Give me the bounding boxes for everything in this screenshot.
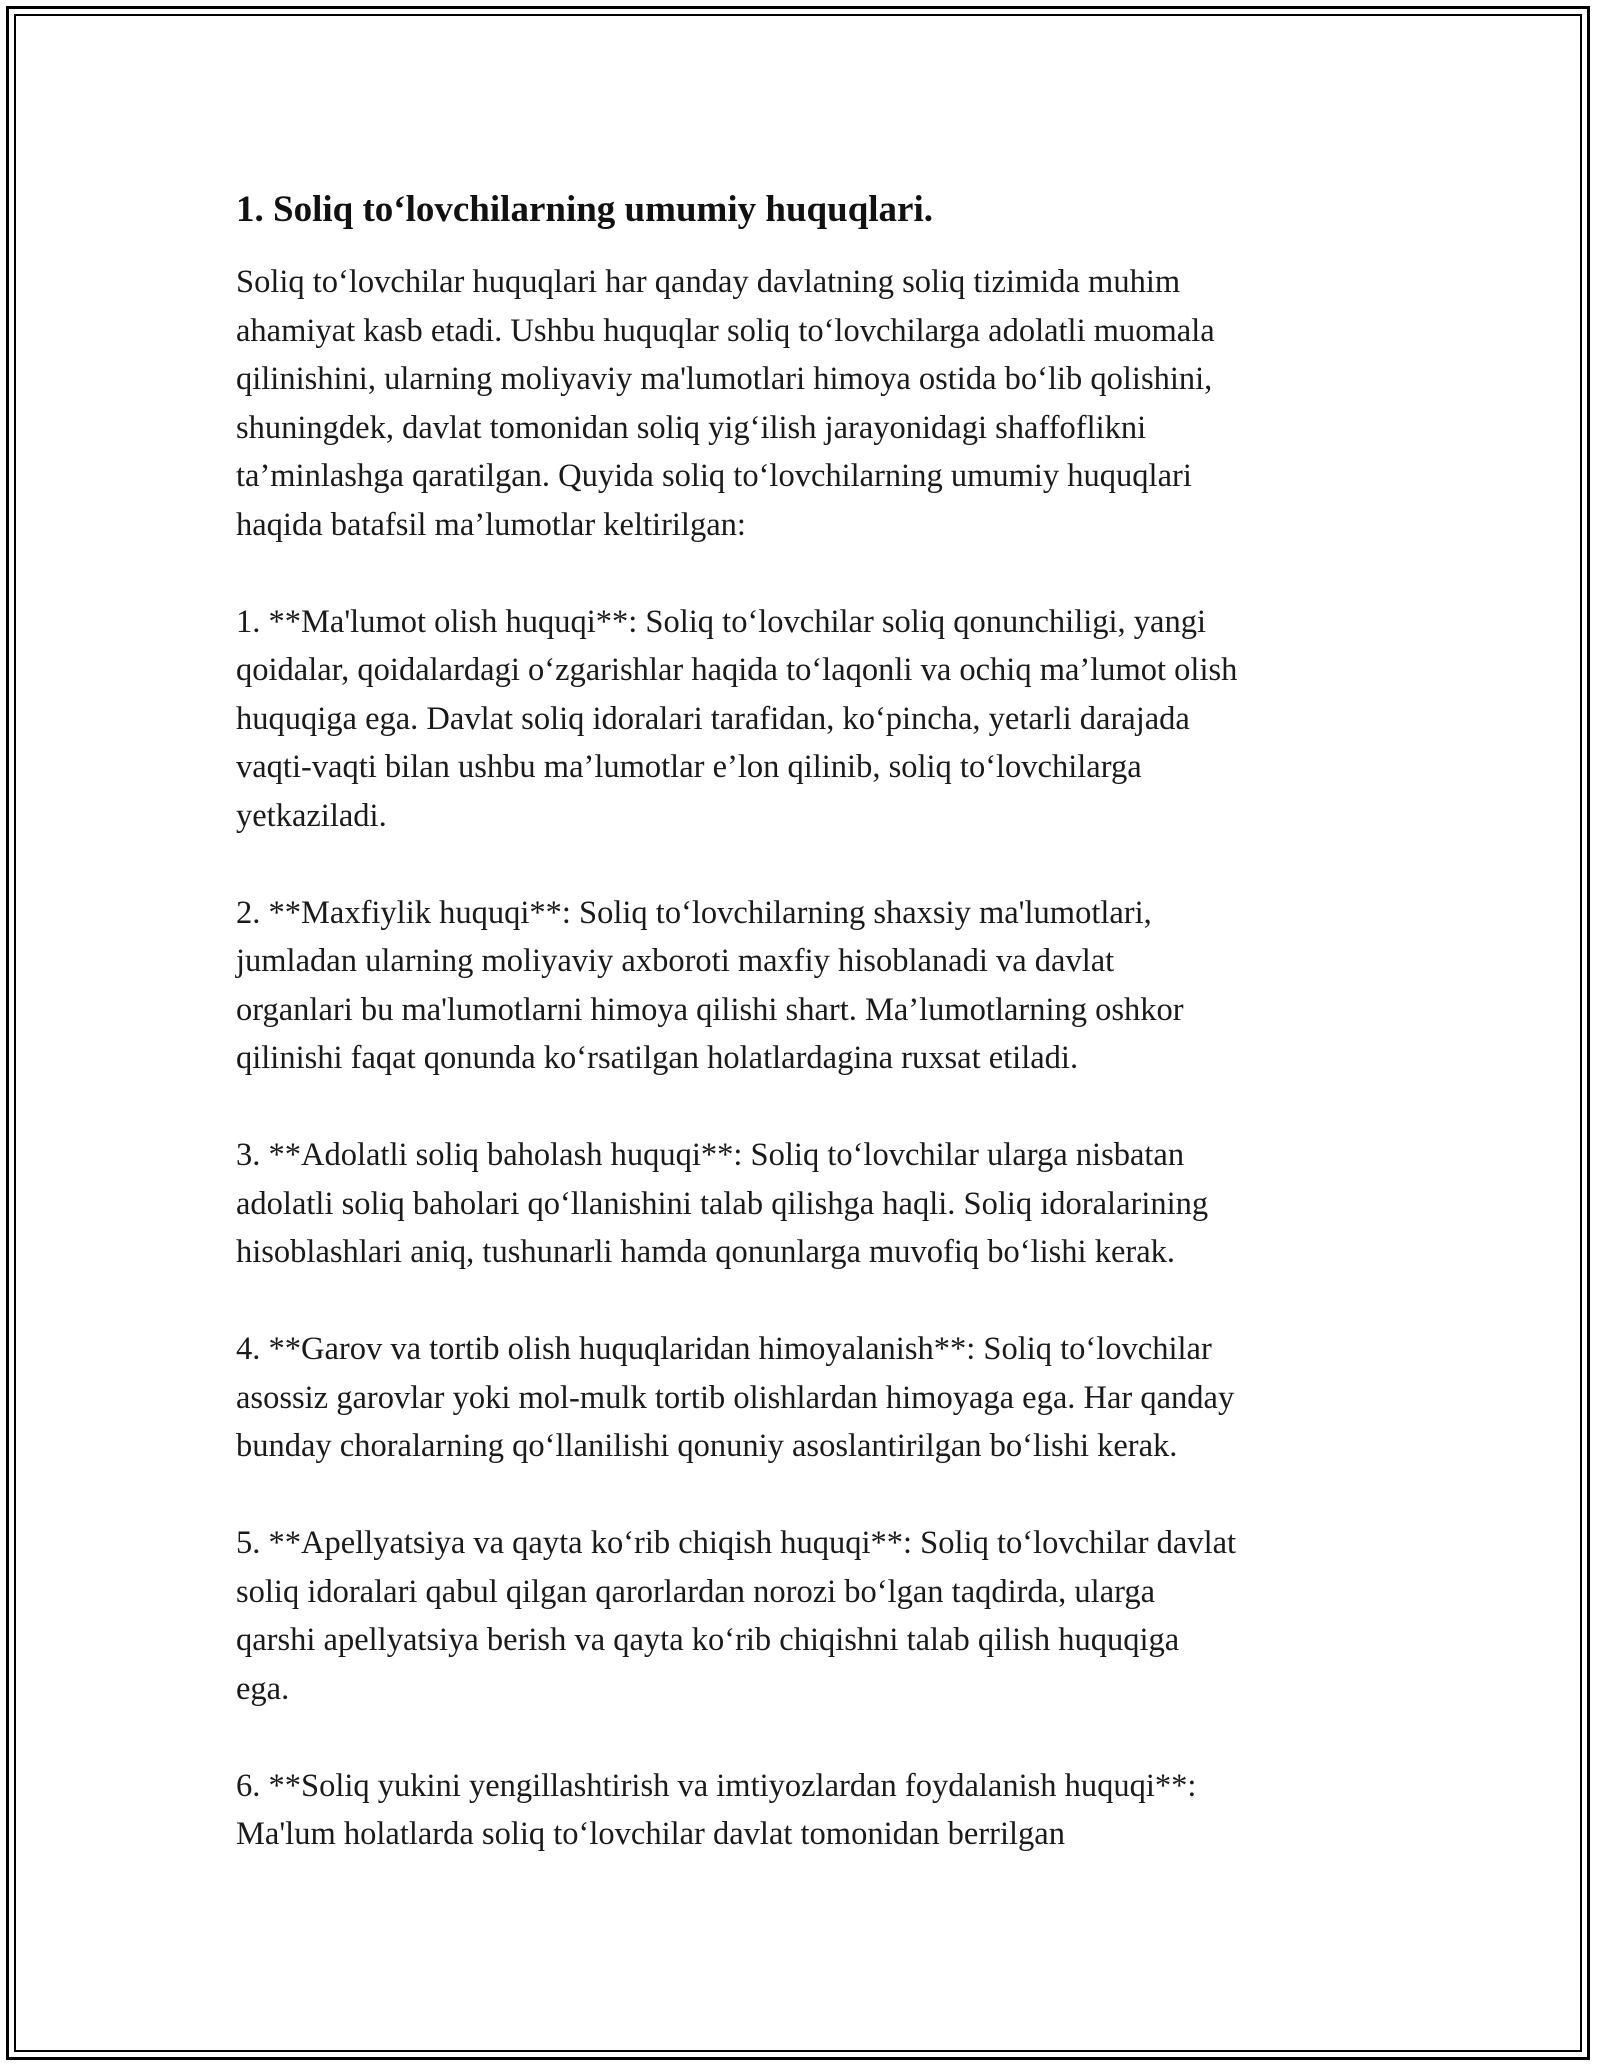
text-line: ahamiyat kasb etadi. Ushbu huquqlar soliq to‘lovchilarga adolatli muomala: [236, 312, 1215, 349]
text-line: ega.: [236, 1670, 290, 1707]
intro-paragraph: [236, 258, 1406, 549]
section-heading: 1. Soliq to‘lovchilarning umumiy huquqlari.: [236, 189, 934, 230]
rights-list-item: [236, 1325, 1406, 1471]
text-line: qilinishini, ularning moliyaviy ma'lumotlari himoya ostida bo‘lib qolishini,: [236, 361, 1213, 397]
text-line: huquqiga ega. Davlat soliq idoralari tarafidan, ko‘pincha, yetarli darajada: [236, 700, 1190, 737]
rights-list-item: [236, 889, 1406, 1083]
rights-list-item: [236, 1519, 1406, 1713]
text-line: ta’minlashga qaratilgan. Quyida soliq to‘lovchilarning umumiy huquqlari: [236, 458, 1192, 494]
text-line: jumladan ularning moliyaviy axboroti maxfiy hisoblanadi va davlat: [236, 943, 1115, 979]
text-line: qilinishi faqat qonunda ko‘rsatilgan holatlardagina ruxsat etiladi.: [236, 1040, 1079, 1076]
text-line: 2. **Maxfiylik huquqi**: Soliq to‘lovchilarning shaxsiy ma'lumotlari,: [236, 894, 1152, 931]
text-line: Soliq to‘lovchilar huquqlari har qanday davlatning soliq tizimida muhim: [236, 264, 1181, 300]
rights-list-item: [236, 598, 1406, 841]
text-line: 5. **Apellyatsiya va qayta ko‘rib chiqish huquqi**: Soliq to‘lovchilar davlat: [236, 1525, 1237, 1561]
text-line: hisoblashlari aniq, tushunarli hamda qonunlarga muvofiq bo‘lishi kerak.: [236, 1234, 1176, 1270]
paragraph-list: [236, 258, 1406, 1859]
text-line: shuningdek, davlat tomonidan soliq yig‘ilish jarayonidagi shaffoflikni: [236, 409, 1147, 446]
text-line: vaqti-vaqti bilan ushbu ma’lumotlar e’lon qilinib, soliq to‘lovchilarga: [236, 749, 1142, 785]
rights-list-item: [236, 1762, 1406, 1859]
text-line: soliq idoralari qabul qilgan qarorlardan norozi bo‘lgan taqdirda, ularga: [236, 1573, 1156, 1610]
document-body: [236, 186, 1406, 1907]
text-line: organlari bu ma'lumotlarni himoya qilishi shart. Ma’lumotlarning oshkor: [236, 991, 1184, 1028]
text-line: yetkaziladi.: [236, 797, 387, 834]
text-line: 6. **Soliq yukini yengillashtirish va imtiyozlardan foydalanish huquqi**:: [236, 1767, 1197, 1804]
text-line: adolatli soliq baholari qo‘llanishini talab qilishga haqli. Soliq idoralarining: [236, 1185, 1209, 1222]
text-line: haqida batafsil ma’lumotlar keltirilgan:: [236, 506, 746, 543]
text-line: bunday choralarning qo‘llanilishi qonuniy asoslantirilgan bo‘lishi kerak.: [236, 1428, 1178, 1464]
text-line: Ma'lum holatlarda soliq to‘lovchilar davlat tomonidan berrilgan: [236, 1816, 1065, 1852]
text-line: qoidalar, qoidalardagi o‘zgarishlar haqida to‘laqonli va ochiq ma’lumot olish: [236, 652, 1238, 688]
rights-list-item: [236, 1131, 1406, 1277]
text-line: 3. **Adolatli soliq baholash huquqi**: Soliq to‘lovchilar ularga nisbatan: [236, 1137, 1185, 1173]
text-line: asossiz garovlar yoki mol-mulk tortib olishlardan himoyaga ega. Har qanday: [236, 1379, 1235, 1416]
text-line: 1. **Ma'lumot olish huquqi**: Soliq to‘lovchilar soliq qonunchiligi, yangi: [236, 603, 1206, 640]
text-line: qarshi apellyatsiya berish va qayta ko‘rib chiqishni talab qilish huquqiga: [236, 1622, 1180, 1658]
text-line: 4. **Garov va tortib olish huquqlaridan himoyalanish**: Soliq to‘lovchilar: [236, 1331, 1212, 1367]
